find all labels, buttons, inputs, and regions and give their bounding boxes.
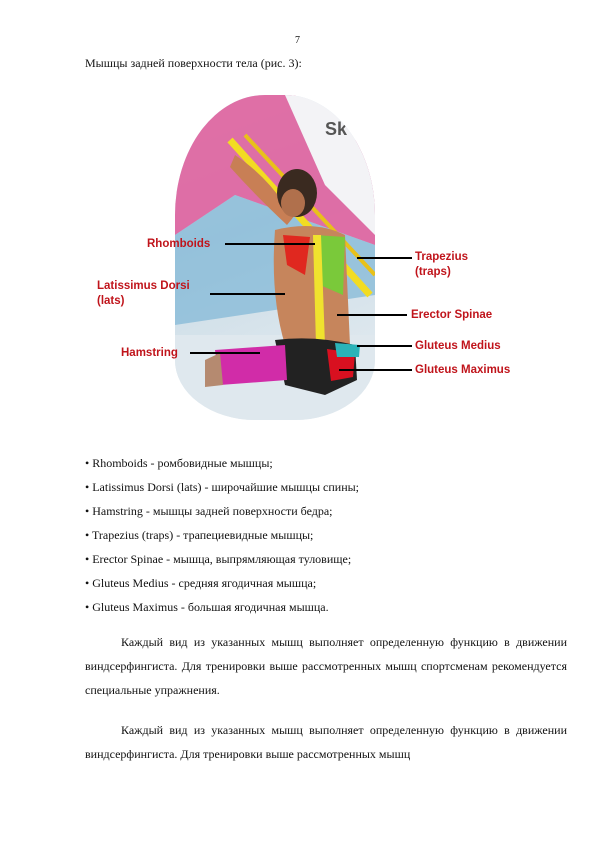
leader-rhomboids (225, 243, 315, 245)
list-item: • Gluteus Maximus - большая ягодичная мышца. (85, 600, 329, 614)
leader-erector (337, 314, 407, 316)
label-gluteus-maximus: Gluteus Maximus (415, 364, 511, 376)
leader-gluteus-maximus (339, 369, 412, 371)
paragraph: Каждый вид из указанных мышц выполняет определенную функцию в движении виндсерфингиста. Для тренировки выше рассмотренных мышц (85, 723, 567, 761)
list-item: • Gluteus Medius - средняя ягодичная мышца; (85, 576, 317, 590)
label-rhomboids: Rhomboids (147, 238, 211, 250)
svg-text:Sk: Sk (325, 119, 348, 139)
page-number: 7 (295, 35, 300, 46)
muscle-figure (95, 95, 535, 425)
label-hamstring: Hamstring (121, 347, 178, 359)
list-item: • Hamstring - мышцы задней поверхности бедра; (85, 504, 333, 518)
label-latissimus: Latissimus Dorsi (lats) (97, 280, 190, 307)
intro-text: Мышцы задней поверхности тела (рис. 3): (85, 56, 302, 70)
windsurfer-photo (175, 95, 375, 420)
label-gluteus-medius: Gluteus Medius (415, 340, 501, 352)
leader-latissimus (210, 293, 285, 295)
list-item: • Rhomboids - ромбовидные мышцы; (85, 456, 273, 470)
paragraph: Каждый вид из указанных мышц выполняет определенную функцию в движении виндсерфингиста. Для тренировки выше рассмотренных мышц спортсменам рекомендуется специальные упражнения. (85, 635, 567, 697)
leader-hamstring (190, 352, 260, 354)
windsurfer-illustration (175, 95, 375, 420)
list-item: • Erector Spinae - мышца, выпрямляющая туловище; (85, 552, 352, 566)
muscle-list (85, 455, 565, 623)
leader-trapezius (357, 257, 412, 259)
label-erector: Erector Spinae (411, 309, 493, 321)
leader-gluteus-medius (357, 345, 412, 347)
list-item: • Trapezius (traps) - трапециевидные мышцы; (85, 528, 314, 542)
list-item: • Latissimus Dorsi (lats) - широчайшие мышцы спины; (85, 480, 360, 494)
label-trapezius: Trapezius (traps) (415, 251, 469, 278)
